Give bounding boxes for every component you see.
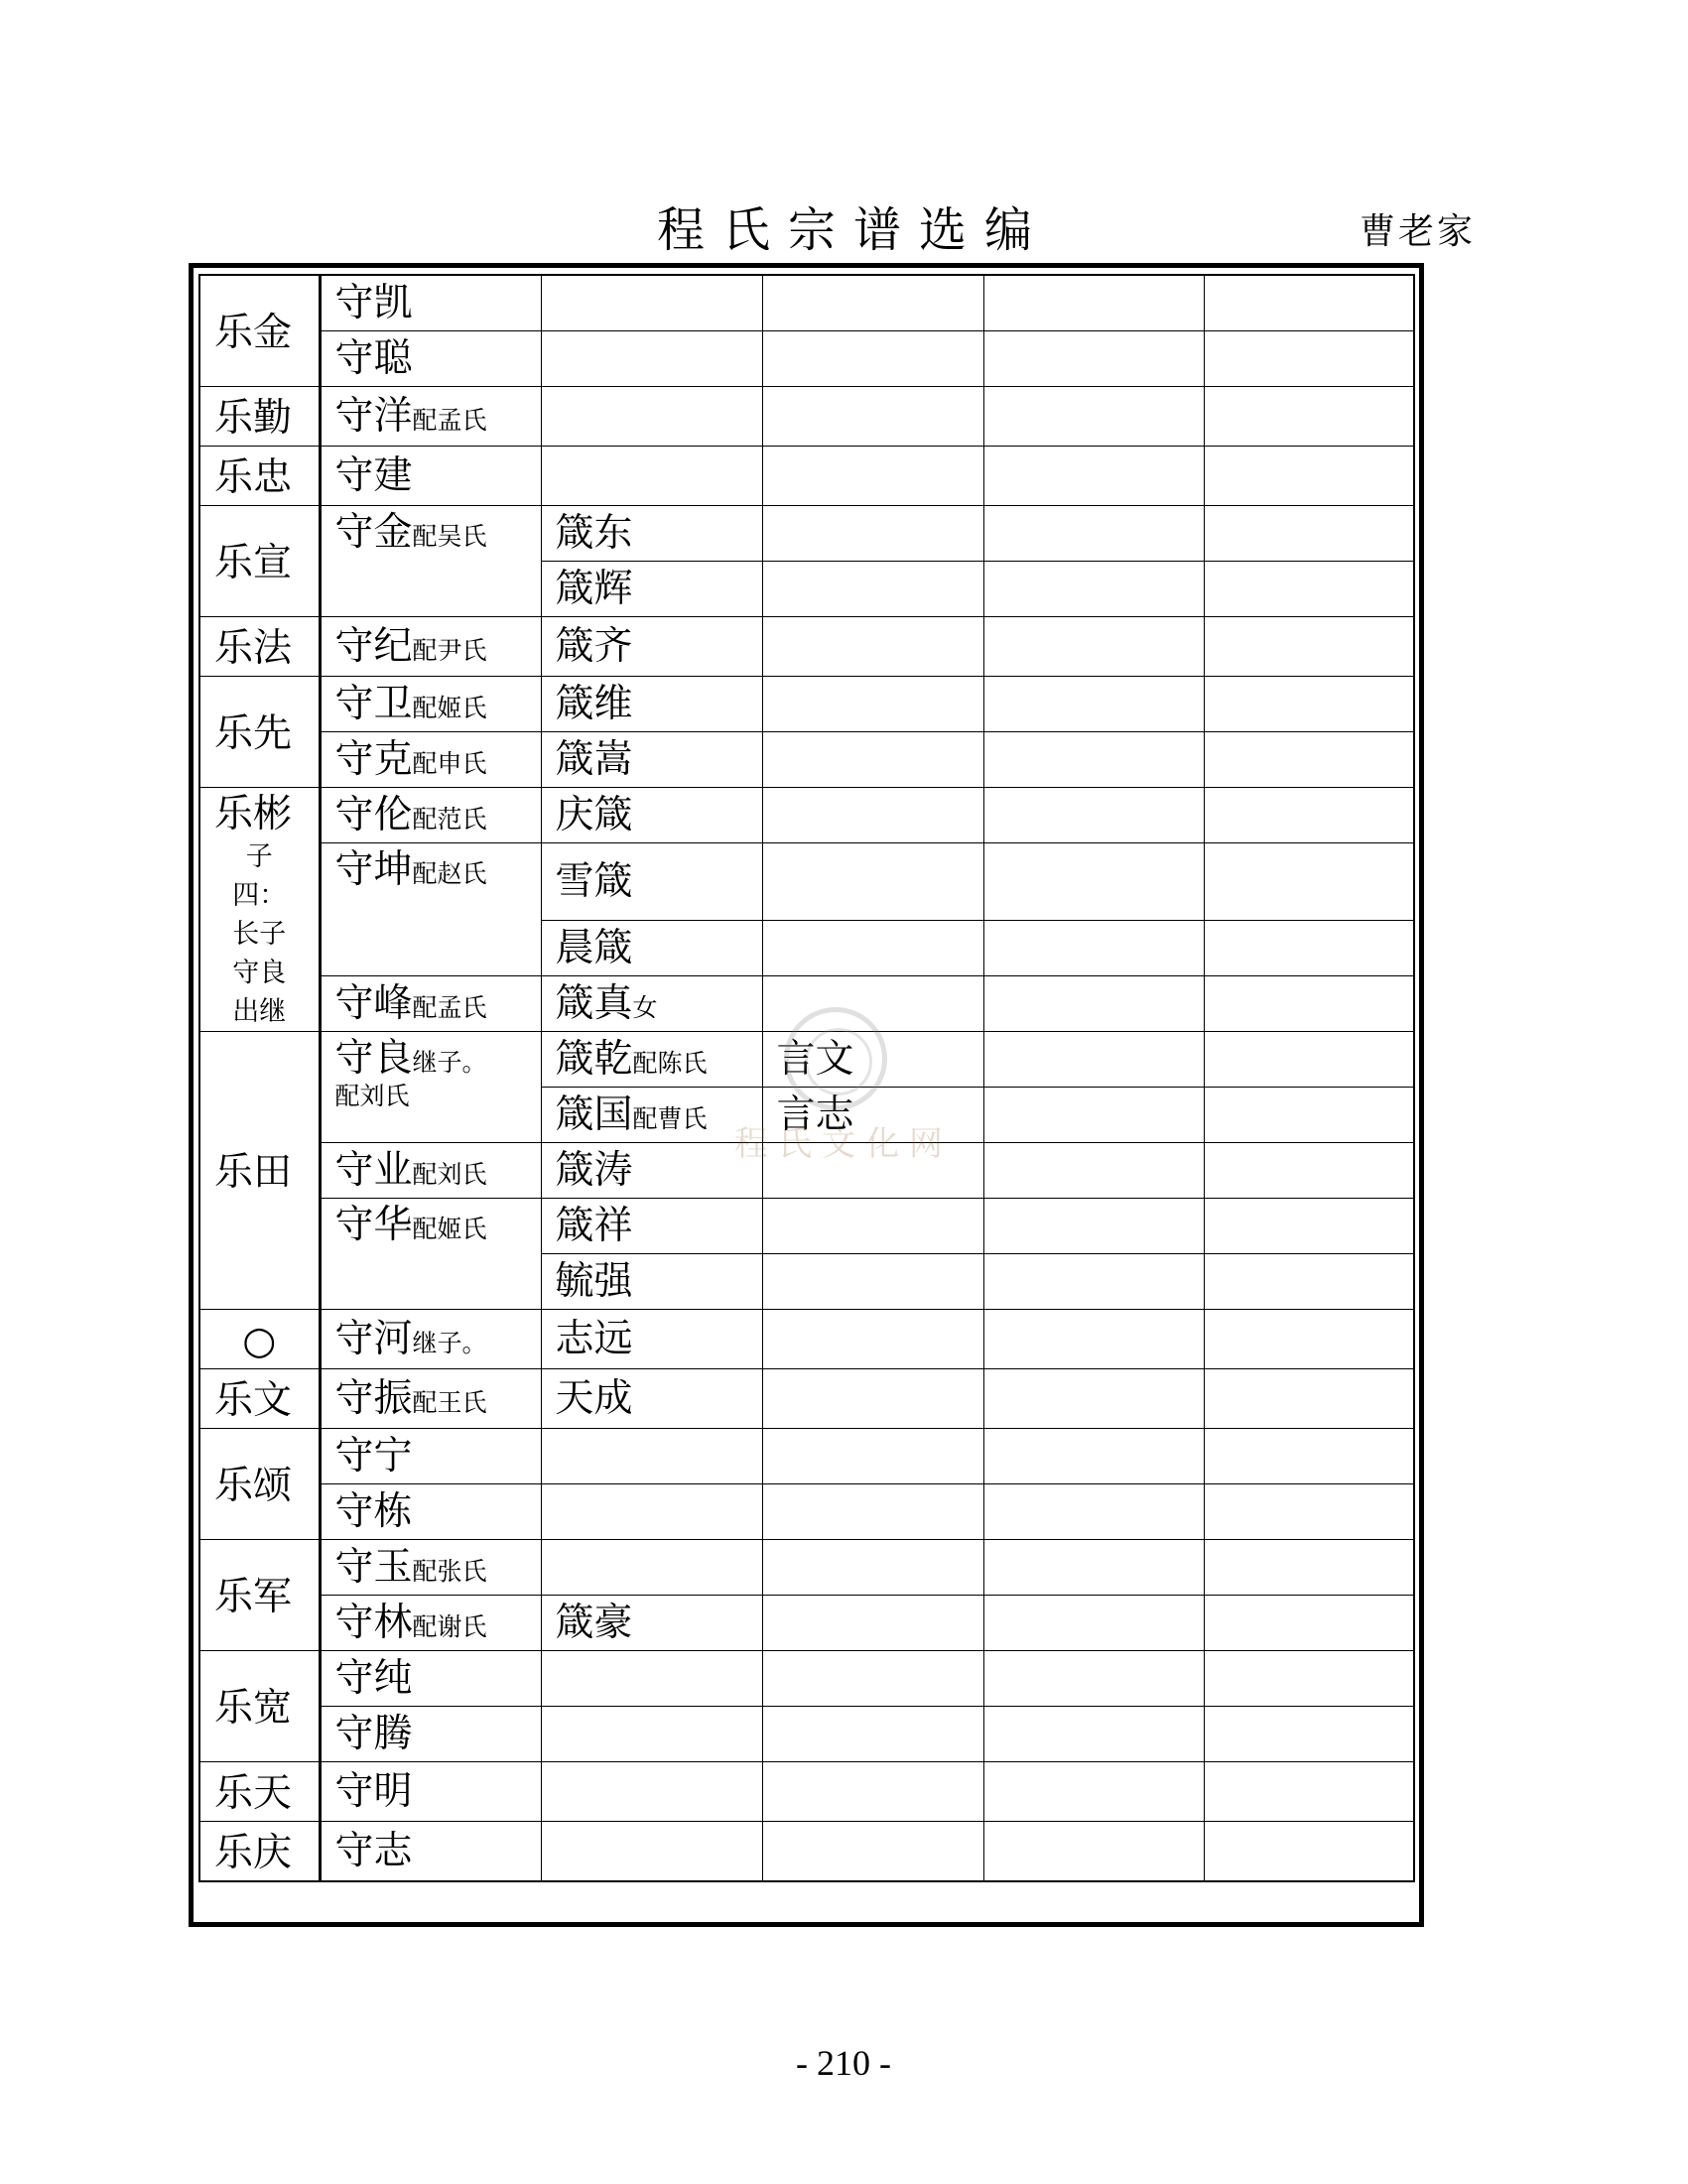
son-cell — [320, 1707, 541, 1762]
grandson-spouse: 配陈氏 — [632, 1048, 708, 1078]
generation-name: 乐颂 — [214, 1463, 293, 1508]
son-cell — [320, 1143, 541, 1199]
grandson-cell — [541, 1822, 762, 1882]
son-cell — [320, 1651, 541, 1707]
son-spouse: 配赵氏 — [412, 859, 487, 888]
table-row — [199, 788, 1414, 843]
empty-cell — [983, 1143, 1204, 1199]
empty-cell — [1204, 331, 1414, 387]
empty-cell — [1204, 1822, 1414, 1882]
table-row — [199, 1199, 1414, 1254]
empty-cell — [1204, 1596, 1414, 1651]
son-cell — [320, 1762, 541, 1822]
son-cell — [320, 843, 541, 976]
grandson-cell — [541, 1369, 762, 1429]
great-grandson-cell — [762, 562, 983, 617]
table-row — [199, 1596, 1414, 1651]
grandson-cell — [541, 1032, 762, 1088]
table-row — [199, 1032, 1414, 1088]
generation-cell — [199, 447, 320, 506]
empty-cell — [983, 1199, 1204, 1254]
grandson-name: 箴真 — [555, 980, 633, 1026]
great-grandson-cell — [762, 788, 983, 843]
grandson-cell — [541, 1199, 762, 1254]
grandson-name: 箴豪 — [555, 1600, 633, 1645]
generation-cell — [199, 1762, 320, 1822]
empty-cell — [1204, 387, 1414, 447]
great-grandson-cell — [762, 1540, 983, 1596]
empty-cell — [1204, 1032, 1414, 1088]
table-row — [199, 1540, 1414, 1596]
grandson-cell — [541, 562, 762, 617]
table-row — [199, 506, 1414, 562]
grandson-cell — [541, 1429, 762, 1484]
great-grandson-cell — [762, 1762, 983, 1822]
grandson-name: 箴东 — [555, 510, 633, 556]
empty-cell — [1204, 1707, 1414, 1762]
empty-cell — [1204, 1310, 1414, 1369]
empty-cell — [1204, 677, 1414, 732]
table-row — [199, 843, 1414, 921]
generation-cell — [199, 275, 320, 387]
grandson-cell — [541, 275, 762, 331]
empty-cell — [983, 1484, 1204, 1540]
empty-cell — [1204, 732, 1414, 788]
page-number: - 210 - — [796, 2043, 891, 2083]
empty-cell — [1204, 1429, 1414, 1484]
grandson-name: 毓强 — [555, 1258, 633, 1304]
generation-name: 乐金 — [214, 310, 293, 355]
generation-name: 乐田 — [214, 1149, 293, 1195]
table-row — [199, 1707, 1414, 1762]
son-name: 守洋 — [334, 393, 413, 439]
empty-cell — [983, 562, 1204, 617]
son-cell — [320, 1032, 541, 1143]
son-spouse: 配刘氏 — [412, 1159, 487, 1189]
generation-name: 乐先 — [214, 710, 293, 756]
generation-note: 子四：长子守良出继 — [232, 841, 287, 1027]
son-cell — [320, 1199, 541, 1310]
grandson-cell — [541, 1762, 762, 1822]
table-row — [199, 976, 1414, 1032]
generation-name: 乐庆 — [214, 1830, 293, 1875]
great-grandson-cell — [762, 275, 983, 331]
generation-cell — [199, 387, 320, 447]
son-name: 守业 — [334, 1147, 413, 1193]
empty-cell — [983, 1369, 1204, 1429]
great-grandson-cell — [762, 617, 983, 677]
grandson-cell — [541, 677, 762, 732]
son-cell — [320, 275, 541, 331]
empty-cell — [983, 275, 1204, 331]
great-grandson-cell — [762, 447, 983, 506]
great-grandson-cell — [762, 1143, 983, 1199]
empty-cell — [1204, 275, 1414, 331]
great-grandson-cell — [762, 1429, 983, 1484]
empty-cell — [1204, 976, 1414, 1032]
branch-name: 曹老家 — [1360, 211, 1477, 252]
grandson-name: 庆箴 — [555, 792, 633, 837]
empty-cell — [1204, 506, 1414, 562]
great-grandson-cell — [762, 1651, 983, 1707]
grandson-cell — [541, 1707, 762, 1762]
great-grandson-name: 言志 — [776, 1092, 854, 1137]
great-grandson-cell — [762, 1088, 983, 1143]
son-name: 守纯 — [334, 1655, 413, 1701]
table-row — [199, 387, 1414, 447]
son-spouse: 继子。 — [412, 1328, 487, 1357]
son-cell — [320, 1540, 541, 1596]
generation-name: 乐文 — [214, 1377, 293, 1423]
empty-cell — [1204, 1762, 1414, 1822]
generation-cell — [199, 1651, 320, 1762]
son-cell — [320, 976, 541, 1032]
great-grandson-cell — [762, 1310, 983, 1369]
generation-name: 乐宽 — [214, 1685, 293, 1731]
table-row — [199, 1429, 1414, 1484]
table-row — [199, 1310, 1414, 1369]
empty-cell — [983, 1032, 1204, 1088]
son-spouse: 配孟氏 — [412, 992, 487, 1022]
grandson-cell — [541, 843, 762, 921]
table-row — [199, 677, 1414, 732]
genealogy-table — [198, 274, 1415, 1882]
table-row — [199, 1762, 1414, 1822]
empty-cell — [1204, 447, 1414, 506]
grandson-cell — [541, 1651, 762, 1707]
generation-name: 乐忠 — [214, 454, 293, 500]
table-row — [199, 1651, 1414, 1707]
grandson-name: 志远 — [555, 1316, 633, 1361]
table-row — [199, 447, 1414, 506]
grandson-name: 箴维 — [555, 681, 633, 726]
son-cell — [320, 732, 541, 788]
grandson-cell — [541, 1596, 762, 1651]
empty-cell — [983, 506, 1204, 562]
page-title: 程氏宗谱选编 — [656, 202, 1050, 258]
great-grandson-cell — [762, 1032, 983, 1088]
empty-cell — [983, 1651, 1204, 1707]
son-name: 守河 — [334, 1316, 413, 1361]
grandson-cell — [541, 1540, 762, 1596]
empty-cell — [1204, 562, 1414, 617]
grandson-name: 箴嵩 — [555, 736, 633, 782]
son-name: 守聪 — [334, 335, 413, 381]
son-spouse: 继子。 — [412, 1048, 487, 1077]
generation-cell — [199, 1540, 320, 1651]
son-cell — [320, 331, 541, 387]
generation-cell — [199, 677, 320, 788]
empty-cell — [1204, 1651, 1414, 1707]
empty-cell — [983, 387, 1204, 447]
empty-cell — [1204, 1254, 1414, 1310]
grandson-name: 箴乾 — [555, 1036, 633, 1082]
empty-cell — [1204, 1199, 1414, 1254]
empty-cell — [983, 447, 1204, 506]
grandson-name: 雪箴 — [555, 858, 633, 904]
grandson-note: 女 — [632, 992, 658, 1022]
son-cell — [320, 1310, 541, 1369]
son-spouse: 配范氏 — [412, 804, 487, 834]
grandson-cell — [541, 976, 762, 1032]
son-name: 守明 — [334, 1768, 413, 1814]
son-cell — [320, 617, 541, 677]
son-cell — [320, 677, 541, 732]
grandson-cell — [541, 921, 762, 976]
generation-cell — [199, 617, 320, 677]
son-cell — [320, 387, 541, 447]
table-row — [199, 331, 1414, 387]
great-grandson-name: 言文 — [776, 1036, 854, 1082]
empty-cell — [983, 1540, 1204, 1596]
son-name: 守良 — [334, 1036, 413, 1081]
grandson-cell — [541, 447, 762, 506]
son-cell — [320, 447, 541, 506]
empty-cell — [983, 677, 1204, 732]
empty-cell — [1204, 788, 1414, 843]
grandson-name: 天成 — [555, 1375, 633, 1421]
empty-cell — [1204, 921, 1414, 976]
generation-cell — [199, 1822, 320, 1882]
generation-name: 乐军 — [214, 1574, 293, 1619]
son-spouse: 配张氏 — [412, 1556, 487, 1586]
generation-name: 乐彬 — [214, 792, 293, 836]
table-row — [199, 732, 1414, 788]
grandson-cell — [541, 1484, 762, 1540]
empty-cell — [983, 1707, 1204, 1762]
son-spouse: 配孟氏 — [412, 405, 487, 435]
son-name: 守华 — [334, 1203, 413, 1247]
watermark-text: 程氏文化网 — [734, 1124, 953, 1164]
grandson-cell — [541, 1310, 762, 1369]
son-spouse: 配申氏 — [412, 748, 487, 778]
generation-name: 乐宣 — [214, 540, 293, 585]
generation-cell — [199, 1032, 320, 1310]
son-note: 配刘氏 — [334, 1082, 410, 1110]
table-row — [199, 617, 1414, 677]
son-spouse: 配吴氏 — [412, 522, 487, 551]
great-grandson-cell — [762, 843, 983, 921]
son-name: 守林 — [334, 1600, 413, 1645]
son-cell — [320, 1484, 541, 1540]
grandson-cell — [541, 331, 762, 387]
great-grandson-cell — [762, 506, 983, 562]
great-grandson-cell — [762, 1822, 983, 1882]
generation-name: ○ — [242, 1318, 277, 1363]
empty-cell — [983, 843, 1204, 921]
grandson-cell — [541, 387, 762, 447]
son-spouse: 配尹氏 — [412, 635, 487, 665]
son-spouse: 配姬氏 — [412, 1215, 487, 1243]
son-name: 守宁 — [334, 1433, 413, 1478]
great-grandson-cell — [762, 1484, 983, 1540]
table-row — [199, 275, 1414, 331]
son-name: 守卫 — [334, 681, 413, 726]
grandson-name: 箴齐 — [555, 623, 633, 669]
grandson-cell — [541, 1143, 762, 1199]
son-cell — [320, 1596, 541, 1651]
empty-cell — [983, 1596, 1204, 1651]
son-name: 守金 — [334, 510, 413, 555]
son-name: 守峰 — [334, 980, 413, 1026]
grandson-name: 箴辉 — [555, 566, 633, 611]
great-grandson-cell — [762, 677, 983, 732]
empty-cell — [983, 1762, 1204, 1822]
grandson-name: 箴国 — [555, 1092, 633, 1137]
empty-cell — [983, 1822, 1204, 1882]
empty-cell — [983, 1088, 1204, 1143]
grandson-cell — [541, 506, 762, 562]
son-name: 守玉 — [334, 1544, 413, 1590]
son-name: 守克 — [334, 736, 413, 782]
son-name: 守伦 — [334, 792, 413, 837]
empty-cell — [983, 921, 1204, 976]
great-grandson-cell — [762, 1707, 983, 1762]
grandson-name: 箴祥 — [555, 1203, 633, 1248]
son-cell — [320, 1822, 541, 1882]
grandson-cell — [541, 1088, 762, 1143]
great-grandson-cell — [762, 976, 983, 1032]
son-cell — [320, 788, 541, 843]
son-cell — [320, 1369, 541, 1429]
empty-cell — [1204, 1540, 1414, 1596]
empty-cell — [983, 788, 1204, 843]
son-name: 守凯 — [334, 280, 413, 325]
empty-cell — [983, 976, 1204, 1032]
grandson-spouse: 配曹氏 — [632, 1103, 708, 1133]
empty-cell — [1204, 1088, 1414, 1143]
grandson-name: 晨箴 — [555, 925, 633, 970]
empty-cell — [983, 617, 1204, 677]
generation-name: 乐勤 — [214, 395, 293, 441]
empty-cell — [983, 331, 1204, 387]
empty-cell — [983, 732, 1204, 788]
son-spouse: 配姬氏 — [412, 693, 487, 722]
great-grandson-cell — [762, 921, 983, 976]
son-name: 守坤 — [334, 847, 413, 892]
son-name: 守建 — [334, 452, 413, 498]
grandson-cell — [541, 788, 762, 843]
great-grandson-cell — [762, 1596, 983, 1651]
great-grandson-cell — [762, 1199, 983, 1254]
grandson-name: 箴涛 — [555, 1147, 633, 1193]
generation-name: 乐法 — [214, 625, 293, 671]
empty-cell — [1204, 1143, 1414, 1199]
generation-cell — [199, 1369, 320, 1429]
generation-cell — [199, 1310, 320, 1369]
table-row — [199, 1143, 1414, 1199]
empty-cell — [1204, 843, 1414, 921]
grandson-cell — [541, 617, 762, 677]
generation-cell — [199, 506, 320, 617]
generation-cell — [199, 788, 320, 1032]
son-cell — [320, 506, 541, 617]
grandson-cell — [541, 732, 762, 788]
son-name: 守志 — [334, 1828, 413, 1873]
generation-name: 乐天 — [214, 1770, 293, 1816]
generation-cell — [199, 1429, 320, 1540]
great-grandson-cell — [762, 1254, 983, 1310]
son-name: 守纪 — [334, 623, 413, 669]
son-spouse: 配谢氏 — [412, 1611, 487, 1641]
table-row — [199, 1822, 1414, 1882]
empty-cell — [983, 1310, 1204, 1369]
empty-cell — [1204, 1369, 1414, 1429]
empty-cell — [1204, 1484, 1414, 1540]
empty-cell — [983, 1429, 1204, 1484]
son-name: 守振 — [334, 1375, 413, 1421]
son-name: 守腾 — [334, 1711, 413, 1756]
grandson-cell — [541, 1254, 762, 1310]
great-grandson-cell — [762, 1369, 983, 1429]
empty-cell — [1204, 617, 1414, 677]
son-cell — [320, 1429, 541, 1484]
great-grandson-cell — [762, 331, 983, 387]
son-spouse: 配王氏 — [412, 1387, 487, 1417]
son-name: 守栋 — [334, 1488, 413, 1534]
great-grandson-cell — [762, 387, 983, 447]
table-row — [199, 1369, 1414, 1429]
great-grandson-cell — [762, 732, 983, 788]
empty-cell — [983, 1254, 1204, 1310]
table-row — [199, 1484, 1414, 1540]
